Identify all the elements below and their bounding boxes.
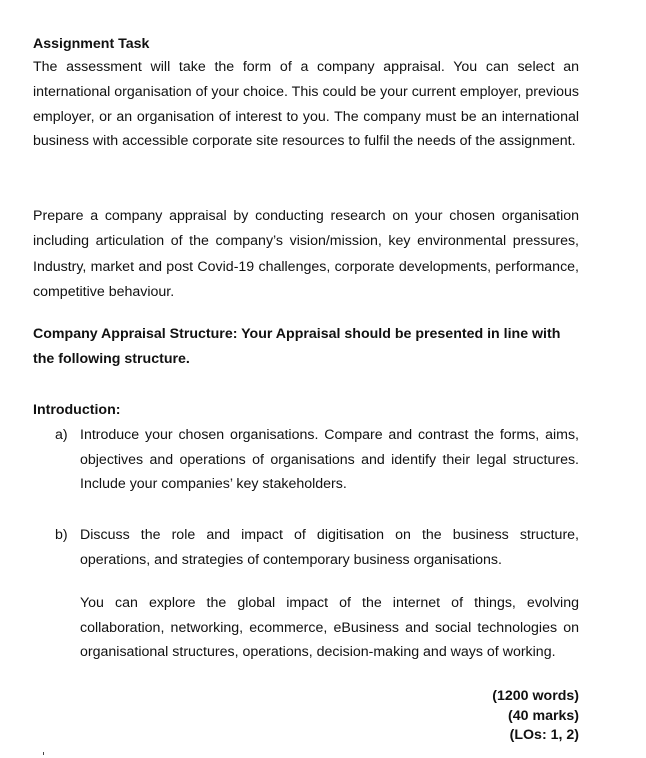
list-item-a <box>55 423 579 497</box>
list-item-text: Discuss the role and impact of digitisation on the business structure, operations, and strategies of contemporary business organisations. <box>80 527 579 568</box>
list-item-text: Introduce your chosen organisations. Compare and contrast the forms, aims, objectives and operations of organisations and identify their legal structures. Include your companies’ key stakeholders. <box>80 427 579 493</box>
prepare-paragraph: Prepare a company appraisal by conducting research on your chosen organisation including articulation of the company’s vision/mission, key environmental pressures, Industry, market and post Covid-19 challenges, corporate developments, performance, competitive behaviour. <box>33 208 579 301</box>
marks-total: (40 marks) <box>508 707 579 724</box>
intro-paragraph: The assessment will take the form of a company appraisal. You can select an international organisation of your choice. This could be your current employer, previous employer, or an organisation of interest to you. The company must be an international business with accessible corporate site resources to fulfil the needs of the assignment. <box>33 59 579 150</box>
marks-block <box>492 687 579 746</box>
list-item-b <box>55 523 579 572</box>
learning-outcomes: (LOs: 1, 2) <box>509 727 579 743</box>
assignment-heading: Assignment Task <box>33 36 150 52</box>
page-edge-mark <box>43 752 44 755</box>
list-item-label: b) <box>55 527 68 543</box>
document-page <box>33 34 579 743</box>
list-item-b-extra: You can explore the global impact of the internet of things, evolving collaboration, networking, ecommerce, eBusiness and social technologies on organisational structures, operations, decision-making and ways of working. <box>80 595 579 661</box>
introduction-label: Introduction: <box>33 402 121 418</box>
structure-heading: Company Appraisal Structure: Your Appraisal should be presented in line with the following structure. <box>33 326 561 367</box>
list-item-label: a) <box>55 427 68 443</box>
word-count: (1200 words) <box>492 688 579 704</box>
